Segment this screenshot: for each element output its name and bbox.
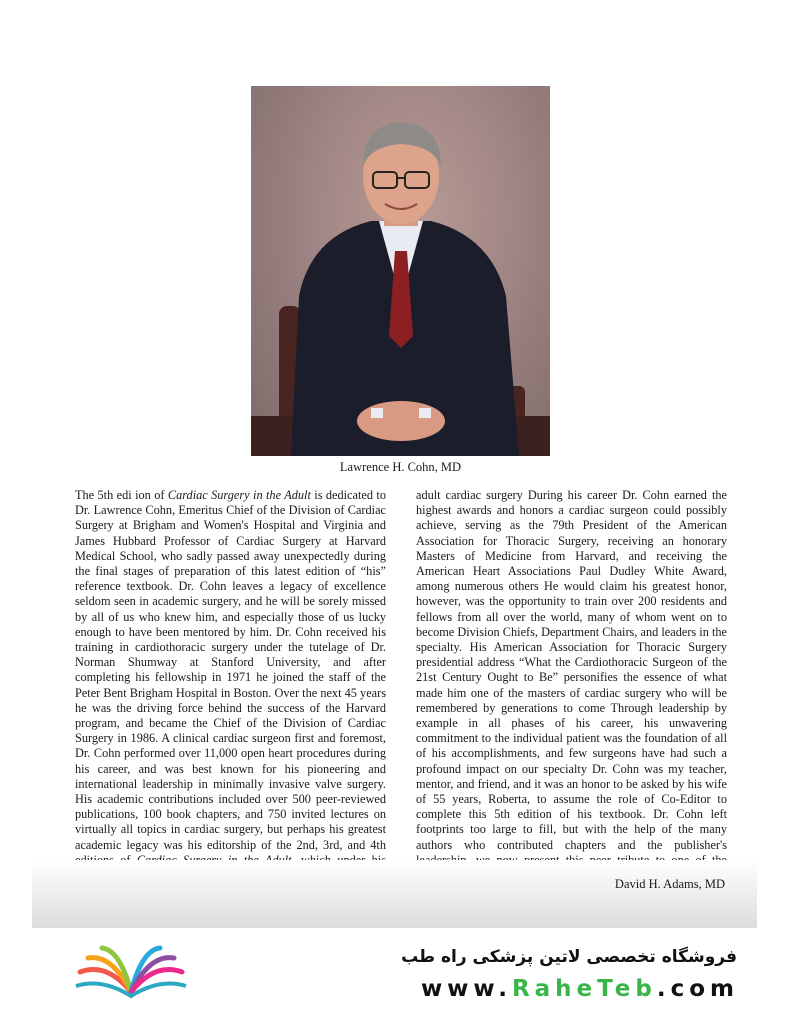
signature: David H. Adams, MD xyxy=(614,877,725,891)
photo-caption: Lawrence H. Cohn, MD xyxy=(339,460,462,474)
dedication-paragraph-right: adult cardiac surgery During his career Dr. Cohn earned the highest awards and honors a cardiac surgeon could possibly achieve, serving as the 79th President of the American Association for Thoracic Surgery, receiving an honorary Masters of Medicine from Harvard, and receiving the American Heart Associations Paul Dudley White Award, among numerous others He would claim his greatest honor, however, was the opportunity to train over 200 residents and fellows from all over the world, many of whom went on to become Division Chiefs, Department Chairs, and leaders in the specialty. His American Association for Thoracic Surgery presidential address “What the Cardiothoracic Surgeon of the 21st Century Ought to Be” personifies the essence of what made him one of the masters of cardiac surgery who will be remembered by generations to come Through leadership by example in all phases of his career, his unwavering commitment to the individual patient was the foundation of all of his accomplishments, and few surgeons have had such a profound impact on our specialty Dr. Cohn was my teacher, mentor, and friend, and it was an honor to be asked by his wife of 55 years, Roberta, to assume the role of Co-Editor to complete this 5th edition of his textbook. Dr. Cohn left footprints too large to fill, but with the help of the many authors who contributed chapters and the publisher's xyxy=(416,488,727,852)
dedication-paragraph-left: The 5th edi ion of Cardiac Surgery in the Adult is dedicated to Dr. Lawrence Cohn, Emeritus Chief of the Division of Cardiac Surgery at Brigham and Women's Hospital and Virginia and James Hubbard Professor of Cardiac Surgery at Harvard Medical School, who sadly passed away unexpectedly during the final stages of preparation of this latest edition of “his” reference textbook. Dr. Cohn leaves a legacy of excellence seldom seen in academic surgery, and he will be sorely missed by all of us who knew him, and especially those of us lucky enough to have been mentored by him. Dr. Cohn received his training in cardiothoracic surgery under the tutelage of Dr. Norman Shumway at Stanford University, and after completing his fellowship in 1971 he joined the staff of the Peter Bent Brigham Hospital in Boston. Over the next 45 years he was the driving force behind the success of the Harvard program, and became the Chief of the Division of Cardiac Surgery in 1986. A clinical cardiac surgeon first and foremost, Dr. Cohn performed over 11,000 open heart procedures during his career, and was best known for his pioneering and international leadership in minimally invasive valve surgery. His academic contributions included over 500 peer-reviewed publications, 100 book chapters, and 750 invited lectures on virtually all topics in cardiac surgery, but perhaps his greatest academic legacy was his editorship of the 2nd, 3rd, and 4th xyxy=(75,488,386,898)
store-url: www.RaheTeb.com xyxy=(420,976,739,1002)
footer-shadow-band xyxy=(32,860,757,928)
book-title: Cardiac Surgery in the Adult xyxy=(167,488,311,502)
store-name-persian: فروشگاه تخصصی لاتین پزشکی راه طب xyxy=(401,947,737,967)
open-book-rainbow-icon xyxy=(72,942,190,1000)
portrait-photo xyxy=(251,86,550,456)
dedication-text-left-column xyxy=(75,488,386,898)
dedication-text-right-column xyxy=(416,488,727,883)
